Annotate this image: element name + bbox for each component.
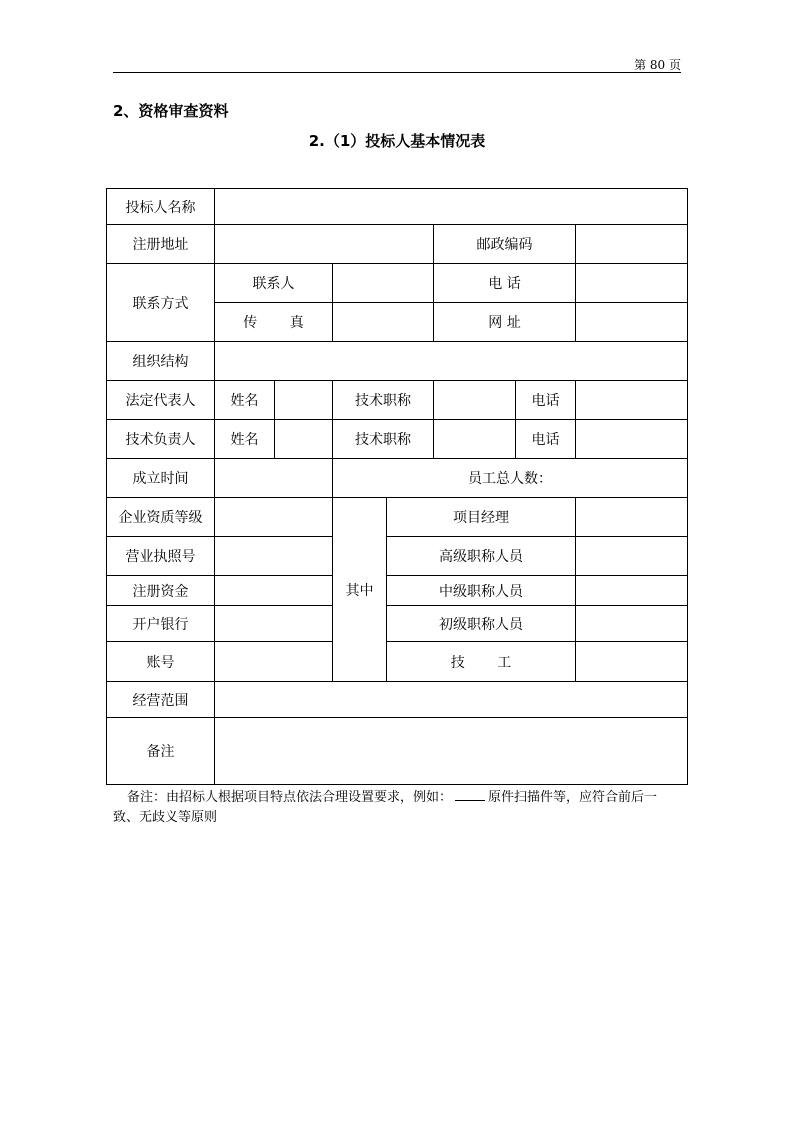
footnote-part2: 原件扫描件等，应符合前后一致、无歧义等原则 xyxy=(113,790,658,825)
value-bank xyxy=(215,606,333,642)
label-business-scope: 经营范围 xyxy=(107,682,215,718)
value-tel xyxy=(576,381,688,420)
label-established: 成立时间 xyxy=(107,459,215,498)
value-phone xyxy=(576,264,688,303)
table-row xyxy=(107,606,688,642)
value-established xyxy=(215,459,333,498)
table-row xyxy=(107,420,688,459)
label-tel: 电话 xyxy=(516,420,576,459)
label-reg-capital: 注册资金 xyxy=(107,576,215,606)
label-tech-lead: 技术负责人 xyxy=(107,420,215,459)
value-bidder-name xyxy=(215,189,688,225)
table-row xyxy=(107,381,688,420)
value-license-no xyxy=(215,537,333,576)
label-contact-person: 联系人 xyxy=(215,264,333,303)
value-business-scope xyxy=(215,682,688,718)
table-row xyxy=(107,576,688,606)
table-row xyxy=(107,342,688,381)
table-row xyxy=(107,537,688,576)
label-senior-staff: 高级职称人员 xyxy=(387,537,576,576)
table-title: 2.（1）投标人基本情况表 xyxy=(308,132,486,150)
label-phone: 电 话 xyxy=(434,264,576,303)
label-legal-rep: 法定代表人 xyxy=(107,381,215,420)
label-fax: 传 真 xyxy=(215,303,333,342)
value-tech-title xyxy=(434,420,516,459)
label-reg-address: 注册地址 xyxy=(107,225,215,264)
label-license-no: 营业执照号 xyxy=(107,537,215,576)
value-qualification xyxy=(215,498,333,537)
table-row xyxy=(107,189,688,225)
value-tel xyxy=(576,420,688,459)
table-row xyxy=(107,682,688,718)
table-row xyxy=(107,498,688,537)
label-contact-method: 联系方式 xyxy=(107,264,215,342)
label-total-staff: 员工总人数： xyxy=(333,459,688,498)
label-of-which: 其中 xyxy=(333,498,387,682)
label-postal-code: 邮政编码 xyxy=(434,225,576,264)
page-number: 第 80 页 xyxy=(634,58,681,72)
label-junior-staff: 初级职称人员 xyxy=(387,606,576,642)
label-bidder-name: 投标人名称 xyxy=(107,189,215,225)
section-title: 2、资格审查资料 xyxy=(113,102,229,120)
label-tel: 电话 xyxy=(516,381,576,420)
table-row xyxy=(107,459,688,498)
footnote xyxy=(113,788,683,828)
table-row xyxy=(107,264,688,303)
label-tech-title: 技术职称 xyxy=(333,420,434,459)
value-project-manager xyxy=(576,498,688,537)
table-row xyxy=(107,718,688,785)
value-name xyxy=(275,381,333,420)
label-technician: 技 工 xyxy=(387,642,576,682)
value-senior-staff xyxy=(576,537,688,576)
label-account: 账号 xyxy=(107,642,215,682)
value-org-structure xyxy=(215,342,688,381)
header-rule xyxy=(113,72,681,73)
label-remarks: 备注 xyxy=(107,718,215,785)
label-org-structure: 组织结构 xyxy=(107,342,215,381)
label-website: 网 址 xyxy=(434,303,576,342)
value-technician xyxy=(576,642,688,682)
value-tech-title xyxy=(434,381,516,420)
value-name xyxy=(275,420,333,459)
label-project-manager: 项目经理 xyxy=(387,498,576,537)
value-mid-staff xyxy=(576,576,688,606)
bidder-info-table xyxy=(106,188,688,785)
value-postal-code xyxy=(576,225,688,264)
value-junior-staff xyxy=(576,606,688,642)
value-reg-address xyxy=(215,225,434,264)
label-bank: 开户银行 xyxy=(107,606,215,642)
table-row xyxy=(107,225,688,264)
value-remarks xyxy=(215,718,688,785)
table-row xyxy=(107,642,688,682)
label-tech-title: 技术职称 xyxy=(333,381,434,420)
value-website xyxy=(576,303,688,342)
label-name: 姓名 xyxy=(215,381,275,420)
label-mid-staff: 中级职称人员 xyxy=(387,576,576,606)
footnote-part1: 备注：由招标人根据项目特点依法合理设置要求，例如： xyxy=(127,790,453,805)
label-qualification: 企业资质等级 xyxy=(107,498,215,537)
value-fax xyxy=(333,303,434,342)
footnote-blank xyxy=(455,788,485,801)
label-name: 姓名 xyxy=(215,420,275,459)
value-reg-capital xyxy=(215,576,333,606)
value-contact-person xyxy=(333,264,434,303)
value-account xyxy=(215,642,333,682)
